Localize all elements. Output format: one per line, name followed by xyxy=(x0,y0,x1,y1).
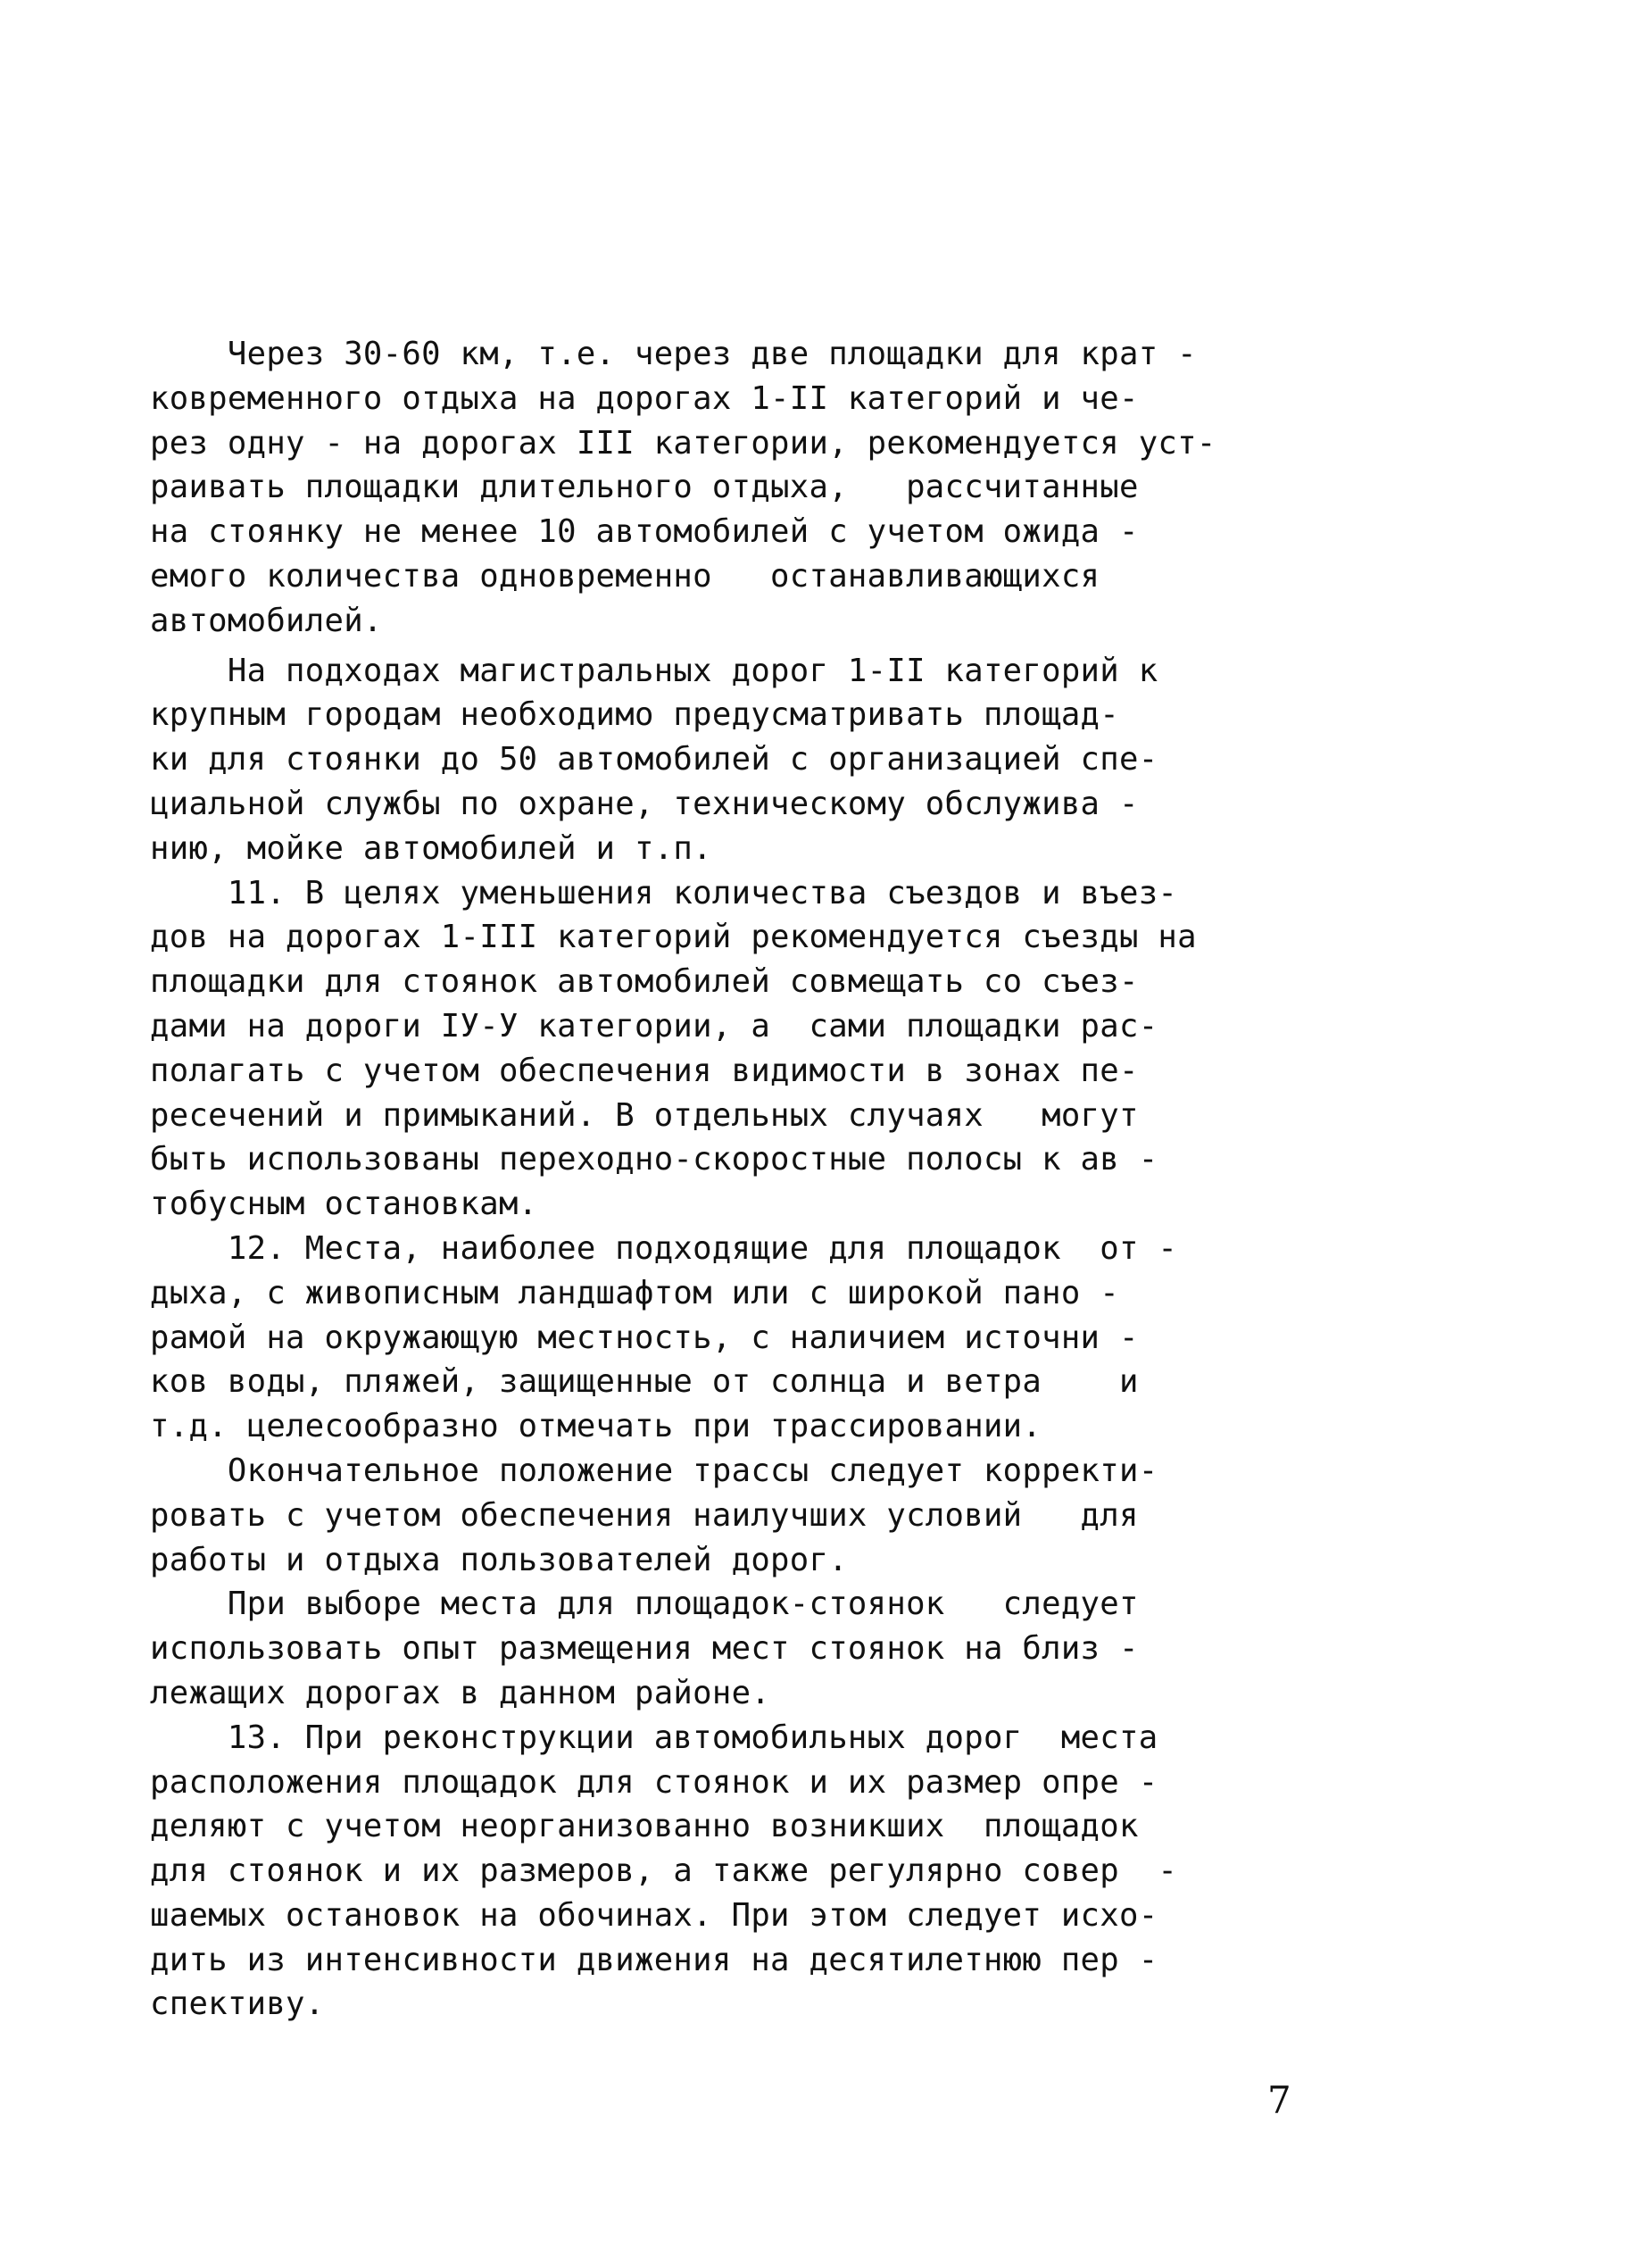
text-line: ки для стоянки до 50 автомобилей с организацией спе- xyxy=(150,741,1158,778)
text-line: раивать площадки длительного отдыха, рассчитанные xyxy=(150,469,1139,506)
text-line: ресечений и примыканий. В отдельных случаях могут xyxy=(150,1096,1139,1134)
text-line: деляют с учетом неорганизованно возникших площадок xyxy=(150,1808,1139,1845)
text-line: ковременного отдыха на дорогах 1-II категорий и че- xyxy=(150,379,1139,417)
text-line: Окончательное положение трассы следует корректи- xyxy=(150,1452,1158,1489)
text-line: дами на дороги IУ-У категории, а сами площадки рас- xyxy=(150,1007,1158,1045)
text-line: При выборе места для площадок-стоянок следует xyxy=(150,1586,1139,1623)
text-line: использовать опыт размещения мест стоянок на близ - xyxy=(150,1630,1139,1668)
text-line: лежащих дорогах в данном районе. xyxy=(150,1674,771,1711)
text-line: шаемых остановок на обочинах. При этом следует исхо- xyxy=(150,1896,1158,1934)
text-line: крупным городам необходимо предусматривать площад- xyxy=(150,696,1119,734)
text-line: дов на дорогах 1-III категорий рекомендуется съезды на xyxy=(150,919,1197,956)
text-line: 13. При реконструкции автомобильных дорог места xyxy=(150,1719,1158,1756)
text-line: рез одну - на дорогах III категории, рекомендуется уст- xyxy=(150,424,1216,462)
page-number: 7 xyxy=(1267,2078,1291,2122)
text-line: работы и отдыха пользователей дорог. xyxy=(150,1541,848,1578)
text-line: циальной службы по охране, техническому обслужива - xyxy=(150,785,1139,822)
text-line: расположения площадок для стоянок и их размер опре - xyxy=(150,1763,1158,1801)
text-line: т.д. целесообразно отмечать при трассировании. xyxy=(150,1408,1042,1445)
text-line: для стоянок и их размеров, а также регулярно совер - xyxy=(150,1852,1178,1890)
text-line: 11. В целях уменьшения количества съездов и въез- xyxy=(150,874,1178,912)
text-line: дить из интенсивности движения на десятилетнюю пер - xyxy=(150,1941,1158,1978)
text-line: тобусным остановкам. xyxy=(150,1186,538,1223)
text-line: емого количества одновременно останавливающихся xyxy=(150,557,1100,595)
text-line: на стоянку не менее 10 автомобилей с учетом ожида - xyxy=(150,513,1139,551)
text-line: ровать с учетом обеспечения наилучших условий для xyxy=(150,1496,1139,1534)
text-line: дыха, с живописным ландшафтом или с широкой пано - xyxy=(150,1274,1119,1311)
text-line: полагать с учетом обеспечения видимости в зонах пе- xyxy=(150,1052,1139,1089)
text-line: автомобилей. xyxy=(150,602,383,639)
text-line: 12. Места, наиболее подходящие для площадок от - xyxy=(150,1229,1178,1267)
text-line: быть использованы переходно-скоростные полосы к ав - xyxy=(150,1141,1158,1178)
text-line: ков воды, пляжей, защищенные от солнца и ветра и xyxy=(150,1363,1139,1401)
document-body xyxy=(150,332,1319,2027)
text-line: площадки для стоянок автомобилей совмещать со съез- xyxy=(150,963,1139,1001)
text-line: Через 30-60 км, т.е. через две площадки для крат - xyxy=(150,336,1197,372)
text-line: рамой на окружающую местность, с наличием источни - xyxy=(150,1319,1139,1356)
text-line: спективу. xyxy=(150,1985,325,2023)
text-line: нию, мойке автомобилей и т.п. xyxy=(150,829,712,867)
text-line: На подходах магистральных дорог 1-II категорий к xyxy=(150,652,1158,689)
